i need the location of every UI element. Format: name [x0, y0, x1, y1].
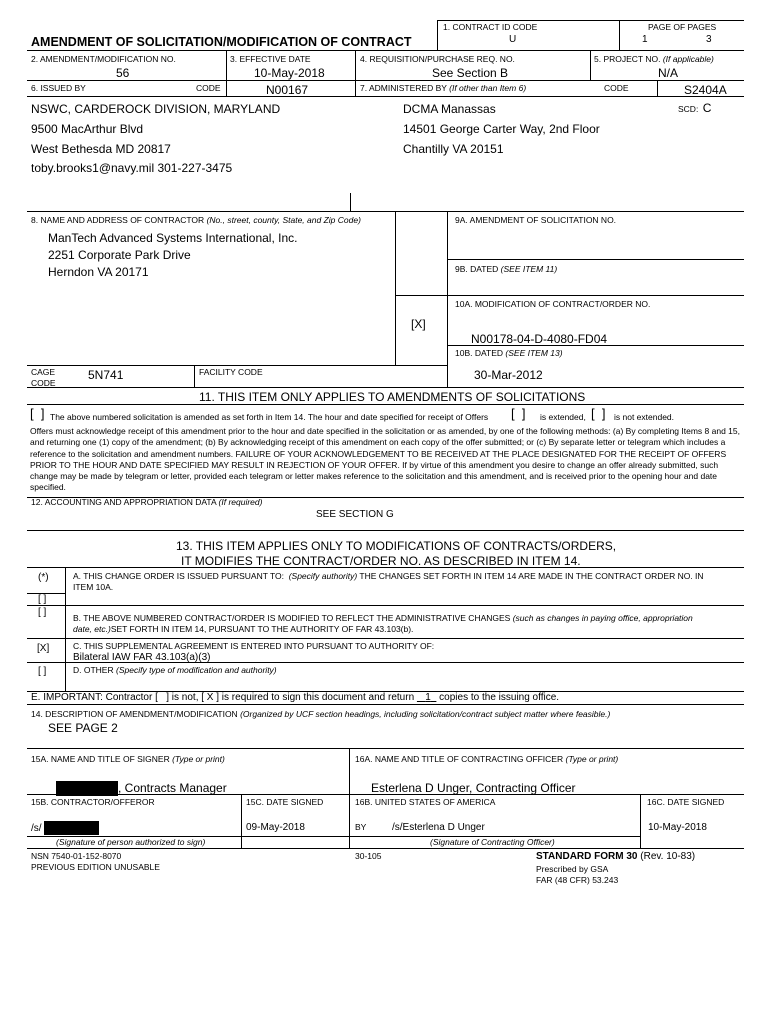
contract-id-value: U — [509, 34, 517, 45]
rule — [447, 259, 744, 260]
issuer-name: NSWC, CARDEROCK DIVISION, MARYLAND — [31, 102, 281, 116]
cage-value: 5N741 — [88, 368, 124, 382]
footer-prescribed: Prescribed by GSA — [536, 864, 609, 874]
item-15a-value: , Contracts Manager — [118, 781, 227, 795]
item-11-bracket-1: [ ] — [30, 406, 45, 421]
rule — [27, 50, 744, 51]
item-15b-value: /s/ — [31, 823, 42, 834]
admin-code-label: CODE — [604, 83, 629, 93]
footer-standard-form: STANDARD FORM 30 (Rev. 10-83) — [536, 851, 696, 862]
project-label: 5. PROJECT NO. (If applicable) — [594, 54, 714, 64]
code-label: CODE — [196, 83, 221, 93]
requisition-value: See Section B — [432, 66, 509, 80]
effective-date-label: 3. EFFECTIVE DATE — [230, 54, 311, 64]
rule — [619, 20, 620, 50]
item-13b-text-2: date, etc.)SET FORTH IN ITEM 14, PURSUANT TO THE AUTHORITY OF FAR 43.103(b). — [73, 624, 414, 634]
issued-code-value: N00167 — [266, 83, 309, 97]
page-of-pages-label: PAGE OF PAGES — [648, 22, 717, 32]
rule — [590, 50, 591, 80]
item-11-bracket-3: [ ] — [591, 406, 606, 421]
contract-id-label: 1. CONTRACT ID CODE — [443, 22, 538, 32]
item-16b-by: BY — [355, 822, 367, 832]
admin-name: DCMA Manassas — [403, 102, 496, 116]
item-e-text: E. IMPORTANT: Contractor [ ] is not, [ X ] is required to sign this document and return 1 copies to the issuing office. — [31, 692, 560, 703]
item-11-bracket-2: [ ] — [511, 406, 526, 421]
rule — [27, 96, 744, 97]
facility-code-label: FACILITY CODE — [199, 367, 263, 377]
rule — [447, 211, 448, 387]
contractor-label: 8. NAME AND ADDRESS OF CONTRACTOR (No., street, county, State, and Zip Code) — [31, 215, 361, 225]
rule — [226, 50, 227, 96]
rule — [395, 211, 396, 365]
item-13d-mark: [ ] — [38, 666, 47, 677]
item-10b-value: 30-Mar-2012 — [474, 368, 543, 382]
admin-city: Chantilly VA 20151 — [403, 142, 504, 156]
item-15b-label: 15B. CONTRACTOR/OFFEROR — [31, 797, 155, 807]
rule — [27, 80, 744, 81]
item-13b-text: B. THE ABOVE NUMBERED CONTRACT/ORDER IS MODIFIED TO REFLECT THE ADMINISTRATIVE CHANGES (such as changes in paying office, appropriation — [73, 613, 693, 623]
item-10a-label: 10A. MODIFICATION OF CONTRACT/ORDER NO. — [455, 299, 651, 309]
requisition-label: 4. REQUISITION/PURCHASE REQ. NO. — [360, 54, 515, 64]
item-13c-authority: Bilateral IAW FAR 43.103(a)(3) — [73, 652, 211, 663]
rule — [65, 567, 66, 691]
item-11-line1-b: is extended, — [540, 412, 586, 422]
redacted-signature — [44, 821, 99, 835]
rule — [640, 794, 641, 848]
item-15c-value: 09-May-2018 — [246, 822, 305, 833]
effective-date-value: 10-May-2018 — [254, 66, 325, 80]
item-13-heading-1: 13. THIS ITEM APPLIES ONLY TO MODIFICATIONS OF CONTRACTS/ORDERS, — [176, 539, 617, 553]
rule — [27, 605, 744, 606]
item-11-line1-a: The above numbered solicitation is amended as set forth in Item 14. The hour and date specified for receipt of Offers — [50, 412, 489, 422]
item-13d-text: D. OTHER (Specify type of modification and authority) — [73, 665, 277, 675]
form-title: AMENDMENT OF SOLICITATION/MODIFICATION OF CONTRACT — [31, 35, 412, 49]
contractor-name: ManTech Advanced Systems International, Inc. — [48, 231, 298, 245]
item-16a-label: 16A. NAME AND TITLE OF CONTRACTING OFFICER (Type or print) — [355, 754, 619, 764]
item-9b-label: 9B. DATED (SEE ITEM 11) — [455, 264, 558, 274]
scd-field: SCD: C — [678, 101, 712, 115]
item-13b-mark: [ ] — [38, 607, 47, 618]
rule — [349, 748, 350, 848]
rule — [350, 193, 351, 211]
item-11-body: Offers must acknowledge receipt of this amendment prior to the hour and date specified in the solicitation or as amended, by one of the following methods: (a) By completing Items 8 and 15, and returning one (1) copy of the amendment; (b) By acknowledging receipt of this amendment on each copy of the offer submitted; or (c) By separate letter or telegram which includes a reference to the solicitation and amendment numbers. FAILURE OF YOUR ACKNOWLEDGEMENT TO BE RECEIVED AT THE PLACE DESIGNATED FOR THE RECEIPT OF OFFERS PRIOR TO THE HOUR AND DATE SPECIFIED MAY RESULT IN REJECTION OF YOUR OFFER. If by virtue of this amendment you desire to change an offer already submitted, such change may be made by telegram or letter, provided each telegram or letter makes reference to the solicitation and this amendment, and is received prior to the opening hour and date specified. — [30, 426, 740, 493]
contractor-city: Herndon VA 20171 — [48, 265, 149, 279]
footer-far: FAR (48 CFR) 53.243 — [536, 875, 619, 885]
item-13a-mark: (*) — [38, 572, 49, 583]
rule — [27, 848, 744, 849]
admin-street: 14501 George Carter Way, 2nd Floor — [403, 122, 600, 136]
item-13c-mark: [X] — [37, 643, 50, 654]
footer-previous-edition: PREVIOUS EDITION UNUSABLE — [31, 862, 160, 872]
rule — [27, 530, 744, 531]
rule — [657, 80, 658, 96]
issuer-contact: toby.brooks1@navy.mil 301-227-3475 — [31, 161, 233, 175]
item-16c-value: 10-May-2018 — [648, 822, 707, 833]
rule — [241, 794, 242, 848]
rule — [27, 593, 65, 594]
rule — [395, 295, 744, 296]
item-9a-label: 9A. AMENDMENT OF SOLICITATION NO. — [455, 215, 617, 225]
item-13a-text-2: ITEM 10A. — [73, 582, 114, 592]
rule — [27, 638, 744, 639]
item-11-heading: 11. THIS ITEM ONLY APPLIES TO AMENDMENTS OF SOLICITATIONS — [199, 390, 586, 404]
amendment-value: 56 — [116, 66, 130, 80]
rule — [355, 50, 356, 96]
cage-label-1: CAGE — [31, 367, 56, 377]
rule — [27, 748, 744, 749]
project-value: N/A — [658, 66, 679, 80]
issuer-street: 9500 MacArthur Blvd — [31, 122, 144, 136]
item-15a-label: 15A. NAME AND TITLE OF SIGNER (Type or print) — [31, 754, 225, 764]
item-16a-value: Esterlena D Unger, Contracting Officer — [371, 781, 576, 795]
item-15b-caption: (Signature of person authorized to sign) — [56, 837, 206, 847]
item-10a-value: N00178-04-D-4080-FD04 — [471, 332, 608, 346]
item-14-value: SEE PAGE 2 — [48, 721, 118, 735]
item-15c-label: 15C. DATE SIGNED — [246, 797, 324, 807]
item-10-checkbox: [X] — [411, 317, 426, 331]
item-16b-label: 16B. UNITED STATES OF AMERICA — [355, 797, 496, 807]
item-13-blank-mark: [ ] — [38, 594, 47, 605]
item-10b-label: 10B. DATED (SEE ITEM 13) — [455, 348, 563, 358]
footer-code: 30-105 — [355, 851, 382, 861]
administered-by-label: 7. ADMINISTERED BY (If other than Item 6) — [360, 83, 527, 93]
item-16b-caption: (Signature of Contracting Officer) — [430, 837, 555, 847]
item-12-label: 12. ACCOUNTING AND APPROPRIATION DATA (If required) — [31, 497, 263, 507]
rule — [27, 211, 744, 212]
item-13c-text: C. THIS SUPPLEMENTAL AGREEMENT IS ENTERED INTO PURSUANT TO AUTHORITY OF: — [73, 641, 435, 651]
item-13a-text: A. THIS CHANGE ORDER IS ISSUED PURSUANT TO: (Specify authority) THE CHANGES SET FORTH IN ITEM 14 ARE MADE IN THE CONTRACT ORDER NO. IN — [73, 571, 704, 581]
cage-label-2: CODE — [31, 378, 56, 388]
page-value: 1 — [642, 34, 648, 45]
issued-by-label: 6. ISSUED BY — [31, 83, 86, 93]
item-11-line1-c: is not extended. — [614, 412, 675, 422]
footer-nsn: NSN 7540-01-152-8070 — [31, 851, 122, 861]
amendment-label: 2. AMENDMENT/MODIFICATION NO. — [31, 54, 176, 64]
pages-value: 3 — [706, 34, 712, 45]
rule — [27, 704, 744, 705]
rule — [27, 365, 447, 366]
item-14-label: 14. DESCRIPTION OF AMENDMENT/MODIFICATION (Organized by UCF section headings, including solicitation/contract subject matter where feasible.) — [31, 709, 611, 719]
rule — [437, 20, 438, 50]
rule — [27, 387, 744, 388]
item-16c-label: 16C. DATE SIGNED — [647, 797, 725, 807]
redacted-name — [56, 781, 118, 796]
rule — [27, 404, 744, 405]
issuer-city: West Bethesda MD 20817 — [31, 142, 171, 156]
item-16b-value: /s/Esterlena D Unger — [392, 822, 485, 833]
rule — [437, 20, 744, 21]
item-13-heading-2: IT MODIFIES THE CONTRACT/ORDER NO. AS DESCRIBED IN ITEM 14. — [181, 554, 581, 568]
admin-code-value: S2404A — [684, 83, 727, 97]
item-12-value: SEE SECTION G — [316, 509, 394, 520]
rule — [194, 365, 195, 387]
contractor-street: 2251 Corporate Park Drive — [48, 248, 191, 262]
